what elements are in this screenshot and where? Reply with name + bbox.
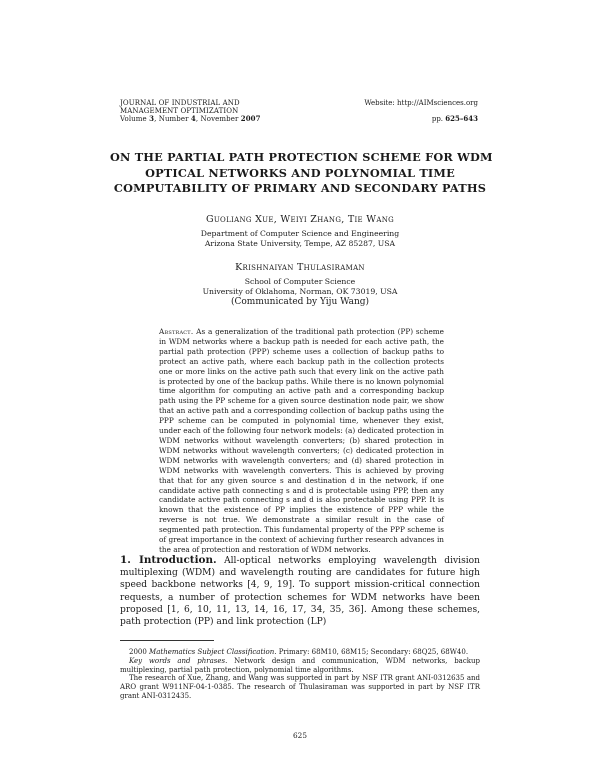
affiliation-1-line-1: Department of Computer Science and Engineering [200, 229, 400, 238]
page-number: 625 [293, 731, 307, 740]
title-line-1: ON THE PARTIAL PATH PROTECTION SCHEME FOR WDM [110, 150, 493, 164]
authors-group-1: Guoliang Xue, Weiyi Zhang, Tie Wang [205, 214, 395, 225]
title-line-2: OPTICAL NETWORKS AND POLYNOMIAL TIME [145, 165, 455, 180]
communicated-by: (Communicated by Yiju Wang) [230, 297, 370, 307]
title-line-3: COMPUTABILITY OF PRIMARY AND SECONDARY PATHS [113, 181, 487, 196]
footnote-rule [120, 640, 214, 641]
volume-line: Volume 3, Number 4, November 2007 [120, 114, 261, 124]
paper-title [110, 150, 493, 197]
journal-header-right [318, 99, 478, 123]
affiliation-1-line-2: Arizona State University, Tempe, AZ 85287, USA [204, 238, 396, 248]
footnotes [120, 648, 480, 701]
footnote-funding: The research of Xue, Zhang, and Wang was supported in part by NSF ITR grant ANI-0312635 and ARO grant W911NF-04-1-0385. The research of Thulasiraman was supported in part by NSF ITR grant ANI-0312435. [120, 674, 480, 700]
journal-header [120, 99, 261, 124]
footnote-keywords: Key words and phrases. Network design and communication, WDM networks, backup multiplexing, partial path protection, polynomial time algorithms. [120, 656, 481, 674]
introduction-text: All-optical networks employing wavelength division multiplexing (WDM) and wavelength routing are candidates for future high speed backbone networks [4, 9, 19]. To support mission-critical connection requests, a number of protection schemes for WDM networks have been proposed [1, 6, 10, 11, 13, 14, 16, 17, 34, 35, 36]. Among these schemes, path protection (PP) and link protection (LP) [120, 556, 480, 628]
website-label: Website: http://AIMsciences.org [364, 99, 478, 107]
journal-name-line2: MANAGEMENT OPTIMIZATION [120, 107, 239, 116]
section-heading: 1. Introduction. [120, 554, 217, 566]
page-range: pp. 625–643 [431, 114, 478, 124]
introduction-paragraph [120, 554, 480, 628]
affiliation-1 [120, 229, 480, 248]
abstract-label: Abstract. [159, 327, 194, 336]
affiliation-2-line-1: School of Computer Science [244, 277, 356, 286]
journal-name-line1: JOURNAL OF INDUSTRIAL AND [120, 99, 240, 107]
affiliation-2 [120, 277, 480, 296]
authors-group-2: Krishnaiyan Thulasiraman [235, 262, 365, 273]
footnote-msc: 2000 Mathematics Subject Classification. Primary: 68M10, 68M15; Secondary: 68Q25, 68W40. [129, 648, 469, 656]
affiliation-2-line-2: University of Oklahoma, Norman, OK 73019, USA [202, 286, 398, 296]
abstract-text: As a generalization of the traditional path protection (PP) scheme in WDM networks where a backup path is needed for each active path, the partial path protection (PPP) scheme uses a collection of backup paths to protect an active path, where each backup path in the collection protects one or more links on the active path such that every link on the active path is protected by one of the backup paths. While there is no known polynomial time algorithm for computing an active path and a corresponding backup path using the PP scheme for a given source destination node pair, we show that an active path and a corresponding collection of backup paths using the PPP scheme can be computed in polynomial time, whenever they exist, under each of the following four network models: (a) dedicated protection in WDM networks without wavelength converters; (b) shared protection in WDM networks without wavelength converters; (c) dedicated protection in WDM networks with wavelength converters; and (d) shared protection in WDM networks with wavelength converters. This is achieved by proving that that for any given source s and destination d in the network, if one candidate active path connecting s and d is protectable using PPP, then any candidate active path connecting s and d is also protectable using PPP. It is known that the existence of PP implies the existence of PPP while the reverse is not true. We demonstrate a similar result in the case of segmented path protection. This fundamental property of the PPP scheme is of great importance in the context of achieving further research advances in the area of protection and restoration of WDM networks. [159, 327, 445, 554]
abstract [159, 327, 444, 555]
